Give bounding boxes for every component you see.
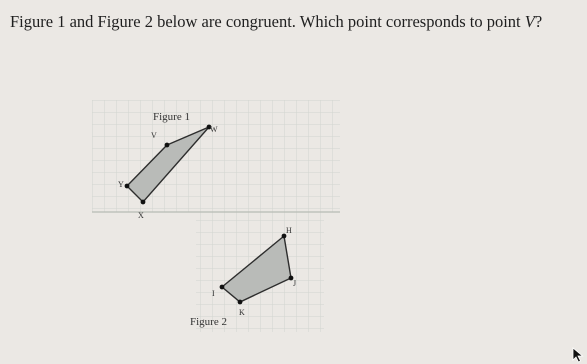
point-y[interactable]	[125, 184, 130, 189]
point-x[interactable]	[141, 200, 146, 205]
label-k: K	[239, 308, 245, 317]
label-h: H	[286, 226, 292, 235]
question-suffix: ?	[534, 12, 543, 31]
figure-2-label: Figure 2	[190, 316, 227, 328]
coordinate-grid	[92, 100, 340, 332]
mouse-pointer-icon	[572, 347, 584, 363]
label-w: W	[210, 125, 218, 134]
question-prefix: Figure 1 and Figure 2 below are congruent. Which point corresponds to point	[10, 12, 525, 31]
point-v[interactable]	[165, 143, 170, 148]
point-i[interactable]	[220, 285, 225, 290]
label-v: V	[151, 131, 157, 140]
label-x: X	[138, 211, 144, 220]
question-variable: V	[524, 12, 535, 31]
label-y: Y	[118, 180, 124, 189]
point-k[interactable]	[238, 300, 243, 305]
figure-1-label: Figure 1	[153, 111, 190, 123]
label-i: I	[212, 289, 215, 298]
label-j: J	[293, 279, 297, 288]
